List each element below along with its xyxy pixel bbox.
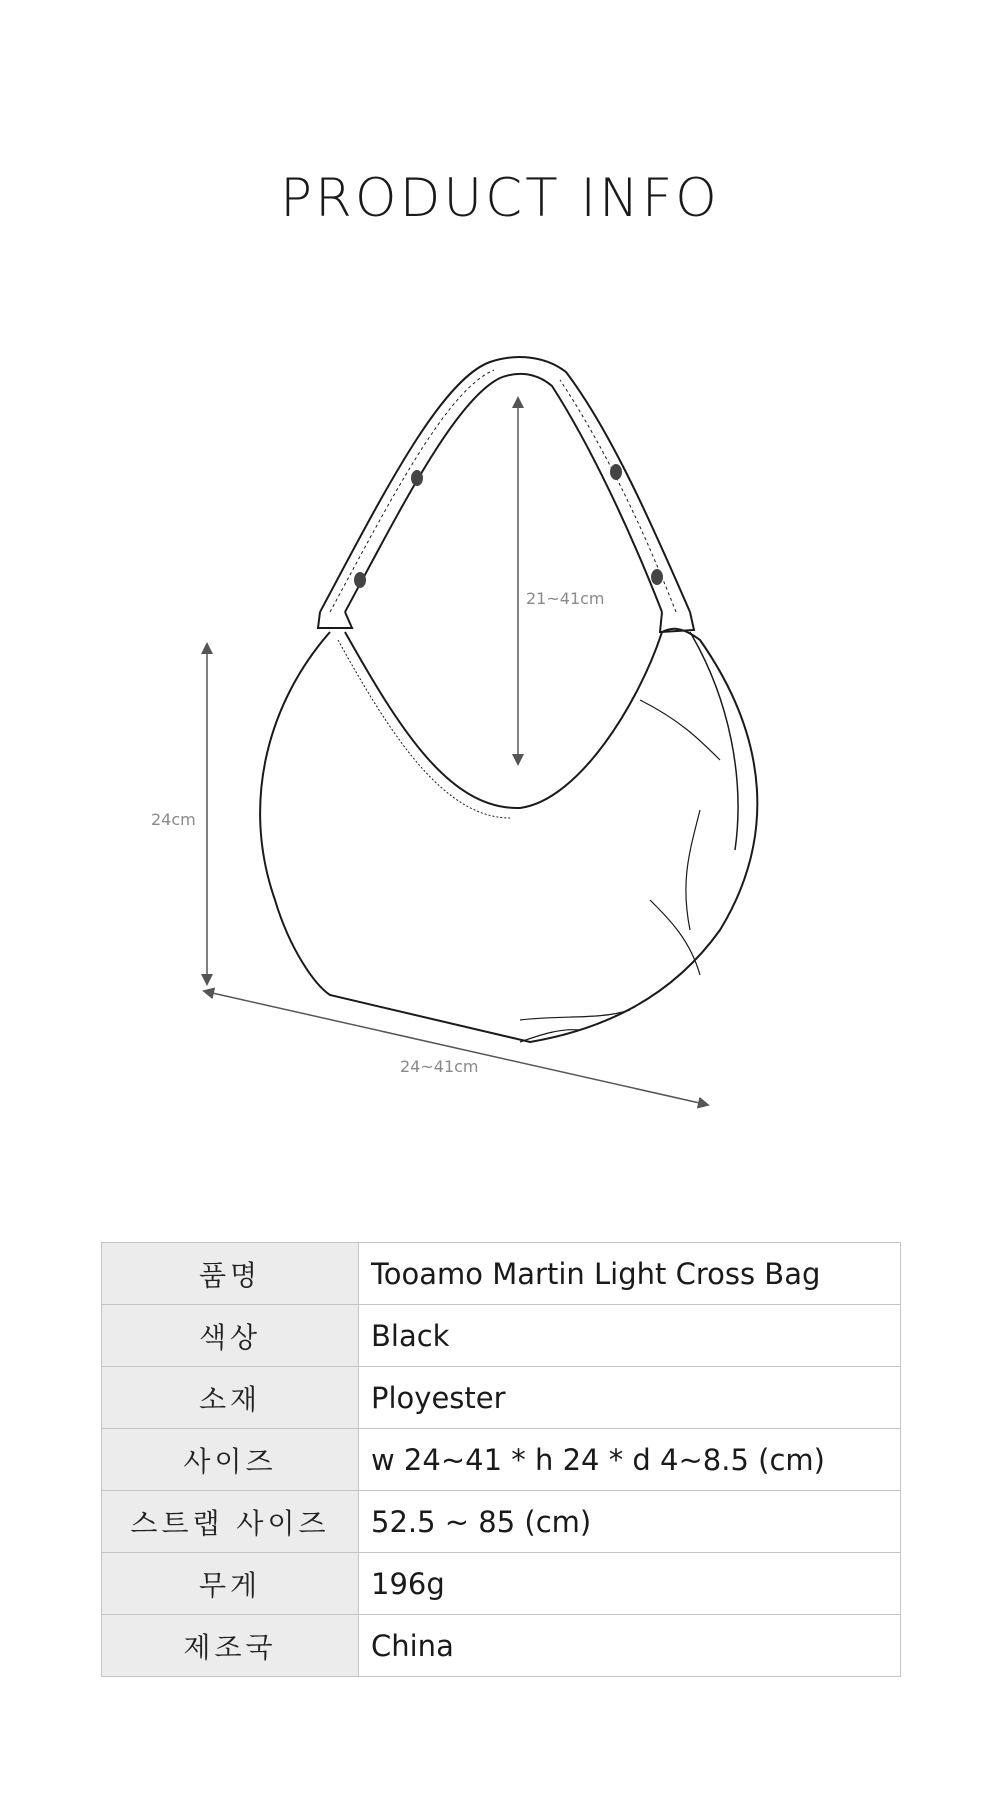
- spec-label: 제조국: [102, 1615, 359, 1677]
- strap-drop-label: 21~41cm: [526, 589, 605, 608]
- table-row: [102, 1305, 901, 1367]
- spec-value: Black: [359, 1305, 901, 1367]
- table-row: [102, 1429, 901, 1491]
- height-label: 24cm: [151, 810, 196, 829]
- bag-strap: [318, 357, 694, 632]
- bag-body: [260, 629, 757, 1042]
- table-row: [102, 1615, 901, 1677]
- spec-value: 52.5 ~ 85 (cm): [359, 1491, 901, 1553]
- spec-value: Ployester: [359, 1367, 901, 1429]
- bag-diagram: [0, 330, 1000, 1130]
- spec-label: 소재: [102, 1367, 359, 1429]
- spec-label: 색상: [102, 1305, 359, 1367]
- spec-label: 무게: [102, 1553, 359, 1615]
- spec-value: w 24~41 * h 24 * d 4~8.5 (cm): [359, 1429, 901, 1491]
- page-title: PRODUCT INFO: [280, 168, 720, 229]
- table-row: [102, 1367, 901, 1429]
- spec-value: 196g: [359, 1553, 901, 1615]
- table-row: [102, 1243, 901, 1305]
- width-label: 24~41cm: [400, 1057, 479, 1076]
- spec-table: [101, 1242, 901, 1677]
- strap-rivets: [354, 464, 663, 588]
- spec-value: Tooamo Martin Light Cross Bag: [359, 1243, 901, 1305]
- spec-label: 스트랩 사이즈: [102, 1491, 359, 1553]
- spec-label: 품명: [102, 1243, 359, 1305]
- table-row: [102, 1553, 901, 1615]
- spec-label: 사이즈: [102, 1429, 359, 1491]
- spec-value: China: [359, 1615, 901, 1677]
- table-row: [102, 1491, 901, 1553]
